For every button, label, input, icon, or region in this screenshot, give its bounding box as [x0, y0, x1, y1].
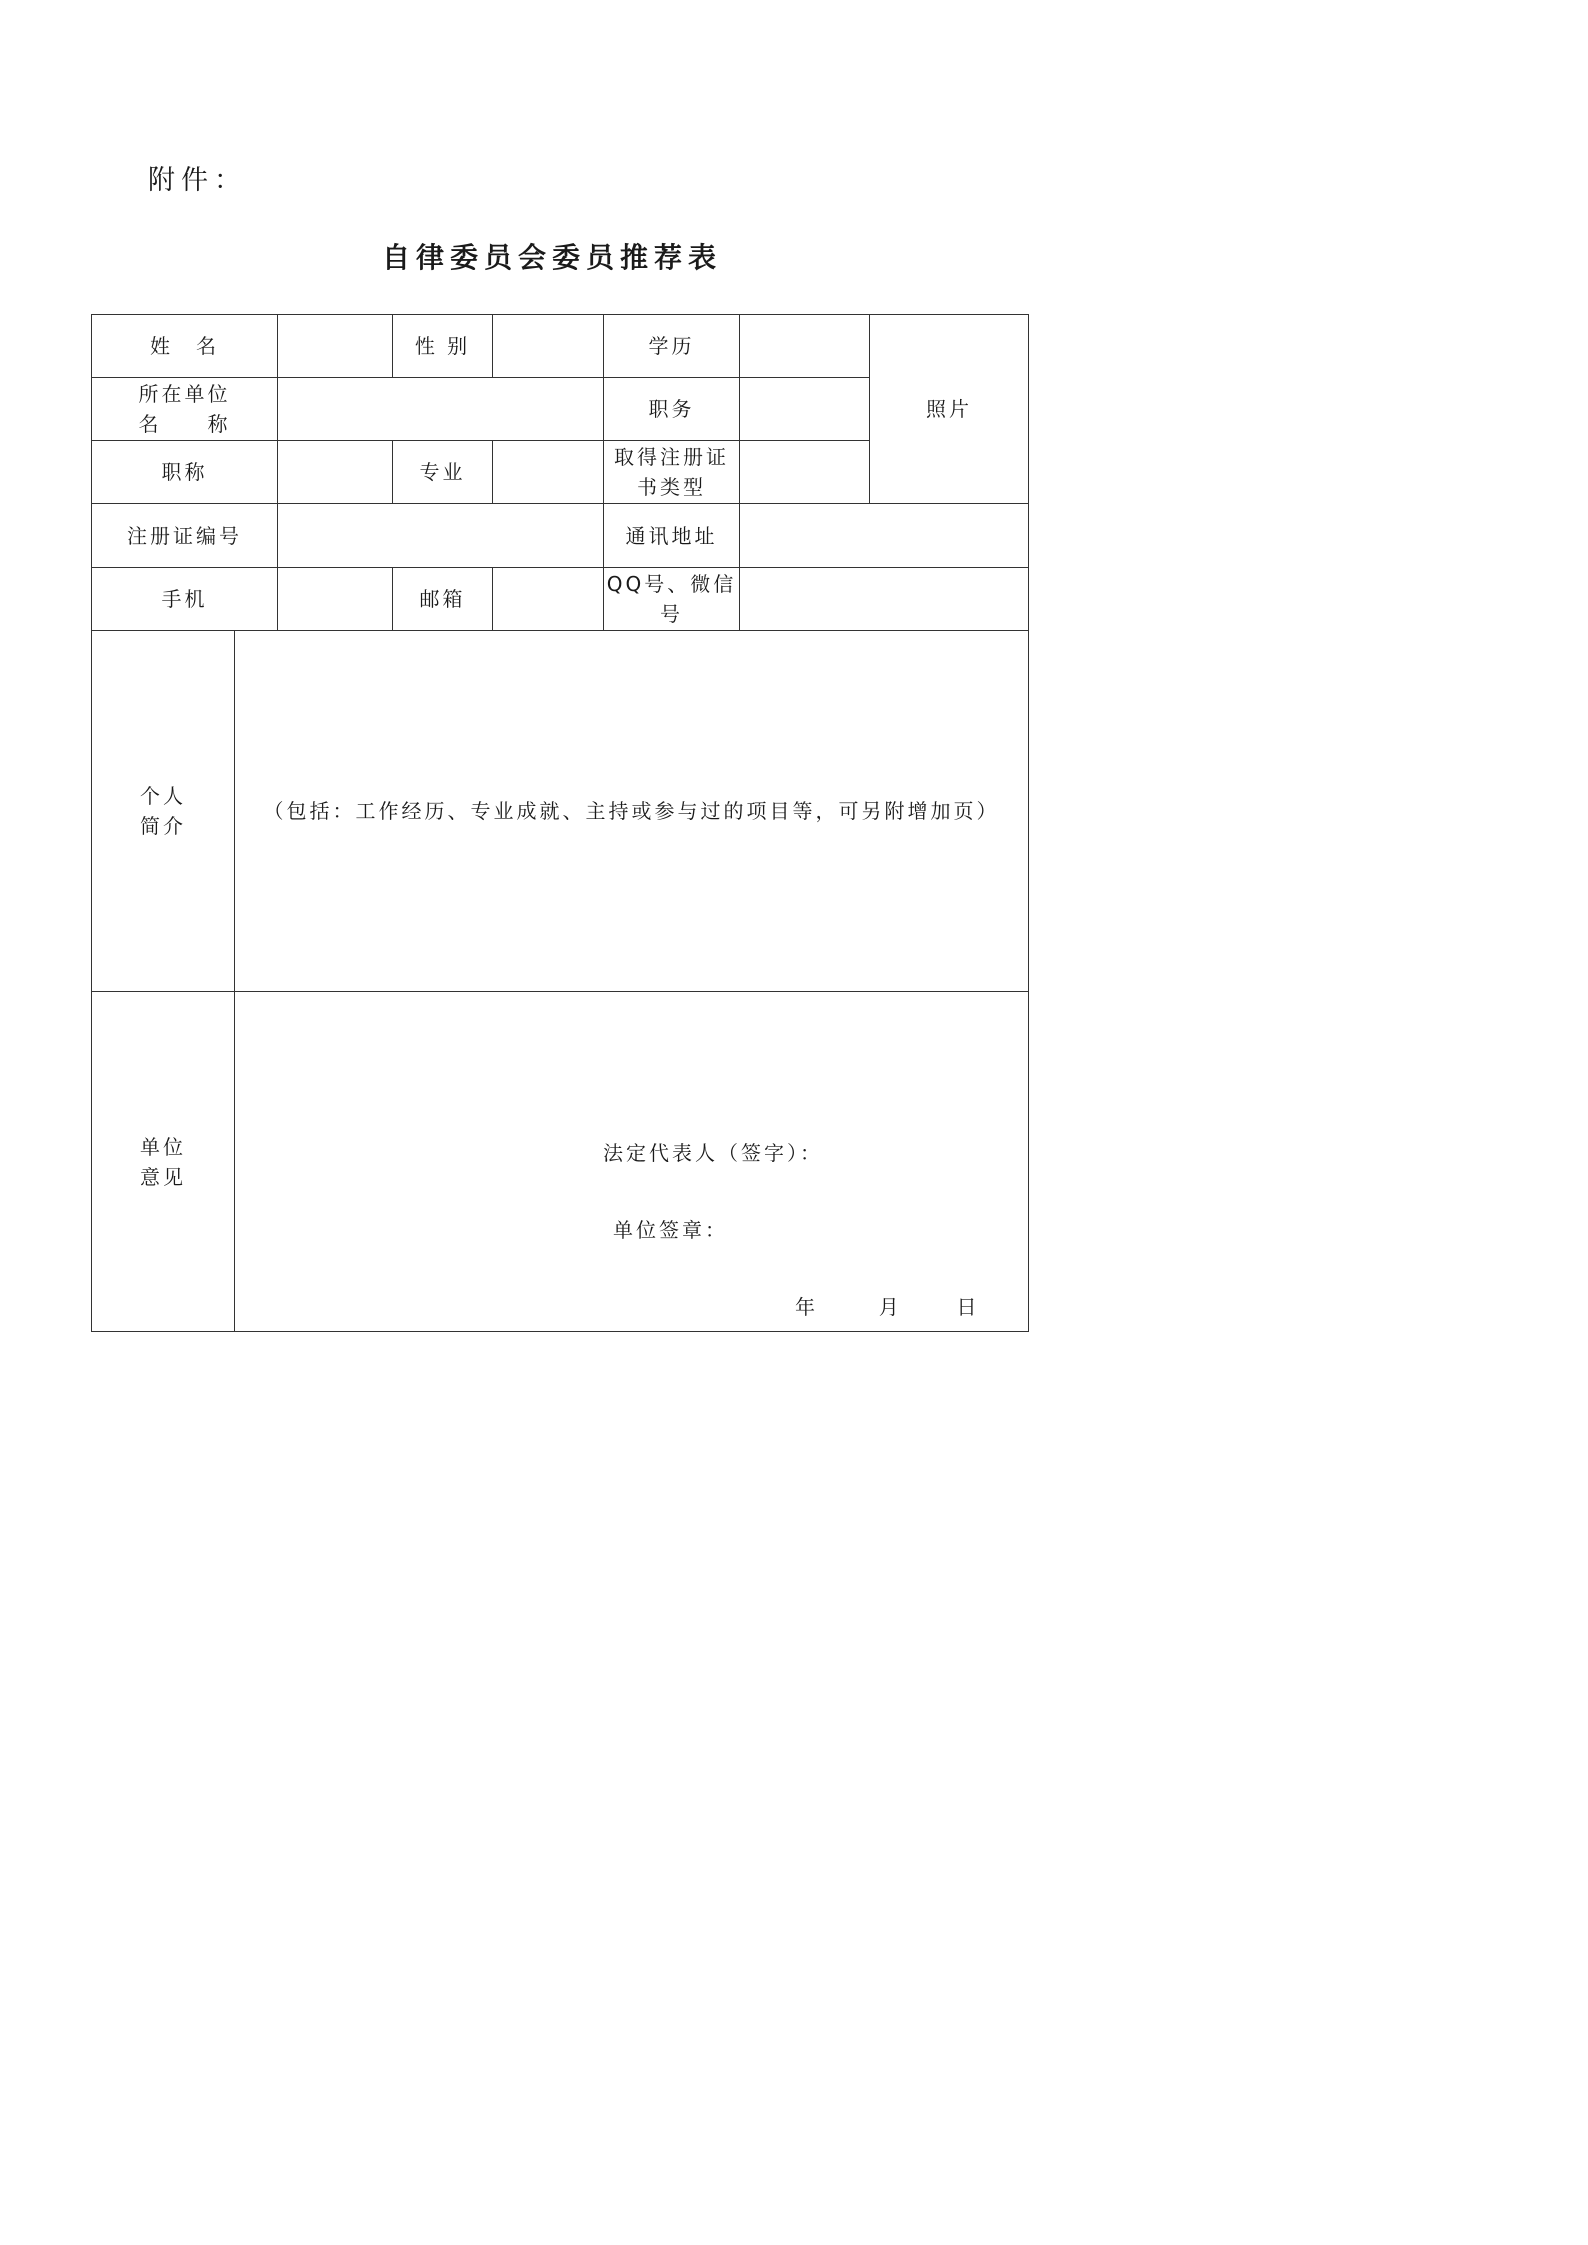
major-label: 专业 [393, 441, 493, 504]
address-field[interactable] [740, 504, 1029, 568]
cert-type-label-line2: 书类型 [637, 475, 706, 499]
address-label: 通讯地址 [604, 504, 740, 568]
position-label: 职务 [604, 378, 740, 441]
year-label: 年 [795, 1295, 818, 1319]
education-field[interactable] [740, 315, 870, 378]
cert-type-label [604, 441, 740, 504]
position-field[interactable] [740, 378, 870, 441]
email-field[interactable] [493, 568, 604, 631]
unit-name-label [92, 378, 278, 441]
unit-name-label-line2: 名 称 [138, 412, 231, 436]
gender-label: 性 别 [393, 315, 493, 378]
qq-wechat-label-line1: QQ号、微信 [606, 572, 737, 596]
qq-wechat-field[interactable] [740, 568, 1029, 631]
profile-field[interactable] [235, 631, 1029, 992]
title-rank-label: 职称 [92, 441, 278, 504]
legal-rep-signature-label: 法定代表人（签字）： [603, 1141, 823, 1165]
cert-type-label-line1: 取得注册证 [614, 445, 729, 469]
reg-number-label: 注册证编号 [92, 504, 278, 568]
month-label: 月 [878, 1295, 902, 1319]
unit-name-field[interactable] [278, 378, 604, 441]
profile-label-line2: 简介 [140, 814, 186, 838]
opinion-field[interactable] [235, 992, 1029, 1332]
profile-label-line1: 个人 [140, 784, 186, 808]
profile-label [92, 631, 235, 992]
mobile-label: 手机 [92, 568, 278, 631]
signature-area [235, 992, 1028, 1330]
qq-wechat-label-line2: 号 [660, 602, 683, 626]
email-label: 邮箱 [393, 568, 493, 631]
title-rank-field[interactable] [278, 441, 393, 504]
gender-field[interactable] [493, 315, 604, 378]
reg-number-field[interactable] [278, 504, 604, 568]
unit-name-label-line1: 所在单位 [138, 382, 231, 406]
major-field[interactable] [493, 441, 604, 504]
unit-seal-label: 单位签章： [613, 1218, 728, 1242]
mobile-field[interactable] [278, 568, 393, 631]
attachment-label: 附件： [148, 165, 247, 196]
opinion-label-line2: 意见 [140, 1164, 186, 1189]
recommendation-form-table [91, 314, 1029, 1332]
date-line [795, 1292, 979, 1322]
name-label: 姓 名 [92, 315, 278, 378]
cert-type-field[interactable] [740, 441, 870, 504]
day-label: 日 [956, 1295, 980, 1319]
opinion-label-line1: 单位 [140, 1134, 186, 1159]
photo-box[interactable]: 照片 [870, 315, 1029, 504]
education-label: 学历 [604, 315, 740, 378]
name-field[interactable] [278, 315, 393, 378]
form-title: 自律委员会委员推荐表 [381, 241, 722, 274]
qq-wechat-label [604, 568, 740, 631]
opinion-label [92, 992, 235, 1332]
profile-note: （包括：工作经历、专业成就、主持或参与过的项目等，可另附增加页） [263, 799, 1000, 823]
